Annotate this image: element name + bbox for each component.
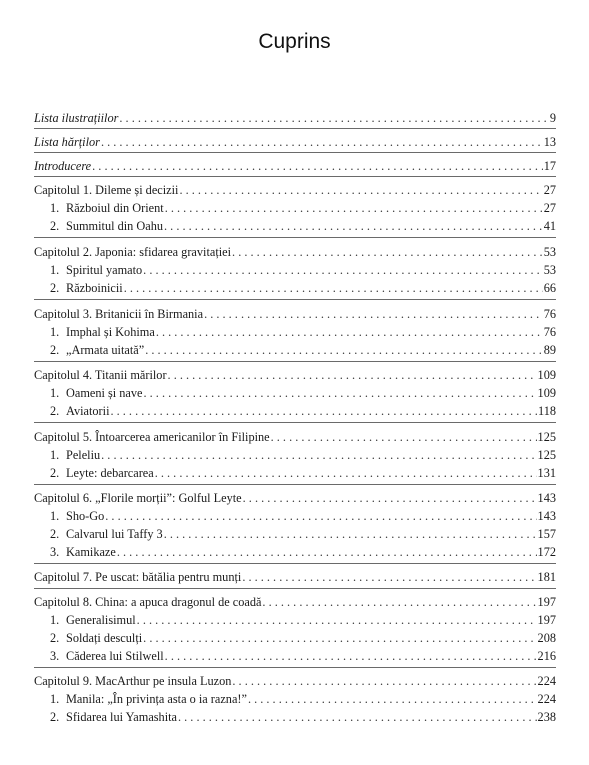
dot-leader xyxy=(101,133,543,151)
section-number: 2. xyxy=(50,710,60,724)
chapter-page: 53 xyxy=(543,245,556,259)
section-number: 2. xyxy=(50,404,60,418)
section-entry[interactable] xyxy=(50,629,556,647)
section-entry[interactable] xyxy=(50,446,556,464)
toc-entry[interactable] xyxy=(34,157,556,175)
section-page: 89 xyxy=(543,343,556,357)
chapter-label: Capitolul 4. Titanii mărilor xyxy=(34,368,167,382)
chapter-page: 143 xyxy=(537,491,556,505)
section-label: Leyte: debarcarea xyxy=(66,466,154,480)
chapter-entry[interactable] xyxy=(34,593,556,611)
page-title: Cuprins xyxy=(258,30,331,53)
toc-entry-label: Lista hărților xyxy=(34,135,100,149)
section-entry[interactable] xyxy=(50,611,556,629)
dot-leader xyxy=(117,543,537,561)
section-number: 2. xyxy=(50,343,60,357)
divider xyxy=(34,176,556,177)
dot-leader xyxy=(110,402,537,420)
dot-leader xyxy=(145,341,543,359)
dot-leader xyxy=(179,181,542,199)
section-entry[interactable] xyxy=(50,217,556,235)
section-page: 157 xyxy=(537,527,556,541)
section-label: Peleliu xyxy=(66,448,101,462)
section-page: 109 xyxy=(537,386,556,400)
chapter-label: Capitolul 1. Dileme și decizii xyxy=(34,183,179,197)
dot-leader xyxy=(143,629,536,647)
section-label: Imphal și Kohima xyxy=(66,325,155,339)
chapter-label: Capitolul 7. Pe uscat: bătălia pentru munți xyxy=(34,570,242,584)
chapter-entry[interactable] xyxy=(34,366,556,384)
dot-leader xyxy=(137,611,537,629)
dot-leader xyxy=(248,690,537,708)
section-label: Sfidarea lui Yamashita xyxy=(66,710,177,724)
dot-leader xyxy=(101,446,536,464)
toc-entry-label: Introducere xyxy=(34,159,92,173)
section-label: Generalisimul xyxy=(66,613,136,627)
toc-entry[interactable] xyxy=(34,109,556,127)
chapter-label: Capitolul 6. „Florile morții”: Golful Leyte xyxy=(34,491,242,505)
dot-leader xyxy=(178,708,537,726)
dot-leader xyxy=(105,507,536,525)
toc-entry-label: Lista ilustrațiilor xyxy=(34,111,119,125)
divider xyxy=(34,299,556,300)
section-number: 2. xyxy=(50,631,60,645)
section-number: 3. xyxy=(50,649,60,663)
section-page: 143 xyxy=(537,509,556,523)
chapter-entry[interactable] xyxy=(34,672,556,690)
toc-entry-page: 9 xyxy=(549,111,556,125)
divider xyxy=(34,422,556,423)
dot-leader xyxy=(243,489,537,507)
toc-entry-page: 17 xyxy=(543,159,556,173)
dot-leader xyxy=(232,672,536,690)
section-label: Manila: „În privința asta o ia razna!” xyxy=(66,692,247,706)
dot-leader xyxy=(144,384,537,402)
chapter-label: Capitolul 5. Întoarcerea americanilor în Filipine xyxy=(34,430,270,444)
section-label: Sho-Go xyxy=(66,509,105,523)
section-number: 2. xyxy=(50,466,60,480)
chapter-page: 109 xyxy=(537,368,556,382)
section-label: Spiritul yamato xyxy=(66,263,143,277)
section-number: 1. xyxy=(50,613,60,627)
section-label: Aviatorii xyxy=(66,404,110,418)
chapter-entry[interactable] xyxy=(34,181,556,199)
dot-leader xyxy=(92,157,543,175)
dot-leader xyxy=(155,464,537,482)
dot-leader xyxy=(143,261,543,279)
dot-leader xyxy=(119,109,548,127)
divider xyxy=(34,152,556,153)
chapter-entry[interactable] xyxy=(34,568,556,586)
section-number: 1. xyxy=(50,448,60,462)
section-entry[interactable] xyxy=(50,384,556,402)
toc-entry-page: 13 xyxy=(543,135,556,149)
section-entry[interactable] xyxy=(50,341,556,359)
section-entry[interactable] xyxy=(50,507,556,525)
section-number: 2. xyxy=(50,219,60,233)
chapter-label: Capitolul 8. China: a apuca dragonul de coadă xyxy=(34,595,262,609)
divider xyxy=(34,237,556,238)
section-entry[interactable] xyxy=(50,279,556,297)
chapter-entry[interactable] xyxy=(34,489,556,507)
section-entry[interactable] xyxy=(50,543,556,561)
chapter-label: Capitolul 9. MacArthur pe insula Luzon xyxy=(34,674,232,688)
dot-leader xyxy=(271,428,537,446)
section-entry[interactable] xyxy=(50,261,556,279)
section-number: 1. xyxy=(50,509,60,523)
chapter-label: Capitolul 2. Japonia: sfidarea gravitației xyxy=(34,245,232,259)
section-number: 1. xyxy=(50,201,60,215)
dot-leader xyxy=(262,593,536,611)
chapter-entry[interactable] xyxy=(34,305,556,323)
chapter-page: 197 xyxy=(537,595,556,609)
section-entry[interactable] xyxy=(50,199,556,217)
chapter-page: 181 xyxy=(537,570,556,584)
section-number: 2. xyxy=(50,281,60,295)
section-page: 76 xyxy=(543,325,556,339)
section-entry[interactable] xyxy=(50,323,556,341)
chapter-entry[interactable] xyxy=(34,243,556,261)
chapter-entry[interactable] xyxy=(34,428,556,446)
dot-leader xyxy=(242,568,536,586)
section-page: 224 xyxy=(537,692,556,706)
section-label: Soldați desculți xyxy=(66,631,143,645)
section-page: 27 xyxy=(543,201,556,215)
dot-leader xyxy=(156,323,543,341)
divider xyxy=(34,484,556,485)
section-page: 216 xyxy=(537,649,556,663)
divider xyxy=(34,128,556,129)
section-label: Calvarul lui Taffy 3 xyxy=(66,527,163,541)
section-page: 131 xyxy=(537,466,556,480)
section-page: 41 xyxy=(543,219,556,233)
section-page: 53 xyxy=(543,263,556,277)
section-number: 2. xyxy=(50,527,60,541)
section-page: 238 xyxy=(537,710,556,724)
dot-leader xyxy=(204,305,543,323)
section-label: Kamikaze xyxy=(66,545,116,559)
section-number: 1. xyxy=(50,386,60,400)
section-label: Căderea lui Stilwell xyxy=(66,649,164,663)
section-entry[interactable] xyxy=(50,525,556,543)
section-page: 118 xyxy=(538,404,556,418)
section-entry[interactable] xyxy=(50,708,556,726)
chapter-page: 125 xyxy=(537,430,556,444)
divider xyxy=(34,361,556,362)
section-page: 172 xyxy=(537,545,556,559)
chapter-label: Capitolul 3. Britanicii în Birmania xyxy=(34,307,204,321)
dot-leader xyxy=(164,217,543,235)
divider xyxy=(34,667,556,668)
section-label: Războinicii xyxy=(66,281,123,295)
chapter-page: 224 xyxy=(537,674,556,688)
section-page: 208 xyxy=(537,631,556,645)
section-number: 1. xyxy=(50,263,60,277)
section-entry[interactable] xyxy=(50,647,556,665)
section-label: Summitul din Oahu xyxy=(66,219,164,233)
section-label: Oameni și nave xyxy=(66,386,143,400)
section-label: Războiul din Orient xyxy=(66,201,164,215)
section-entry[interactable] xyxy=(50,402,556,420)
section-page: 197 xyxy=(537,613,556,627)
section-entry[interactable] xyxy=(50,464,556,482)
dot-leader xyxy=(164,525,537,543)
dot-leader xyxy=(124,279,543,297)
section-number: 1. xyxy=(50,325,60,339)
chapter-page: 76 xyxy=(543,307,556,321)
chapter-page: 27 xyxy=(543,183,556,197)
section-label: „Armata uitată” xyxy=(66,343,145,357)
dot-leader xyxy=(168,366,537,384)
divider xyxy=(34,563,556,564)
section-entry[interactable] xyxy=(50,690,556,708)
section-number: 1. xyxy=(50,692,60,706)
section-page: 66 xyxy=(543,281,556,295)
section-number: 3. xyxy=(50,545,60,559)
divider xyxy=(34,588,556,589)
dot-leader xyxy=(232,243,543,261)
dot-leader xyxy=(165,199,543,217)
toc-entry[interactable] xyxy=(34,133,556,151)
dot-leader xyxy=(165,647,537,665)
section-page: 125 xyxy=(537,448,556,462)
